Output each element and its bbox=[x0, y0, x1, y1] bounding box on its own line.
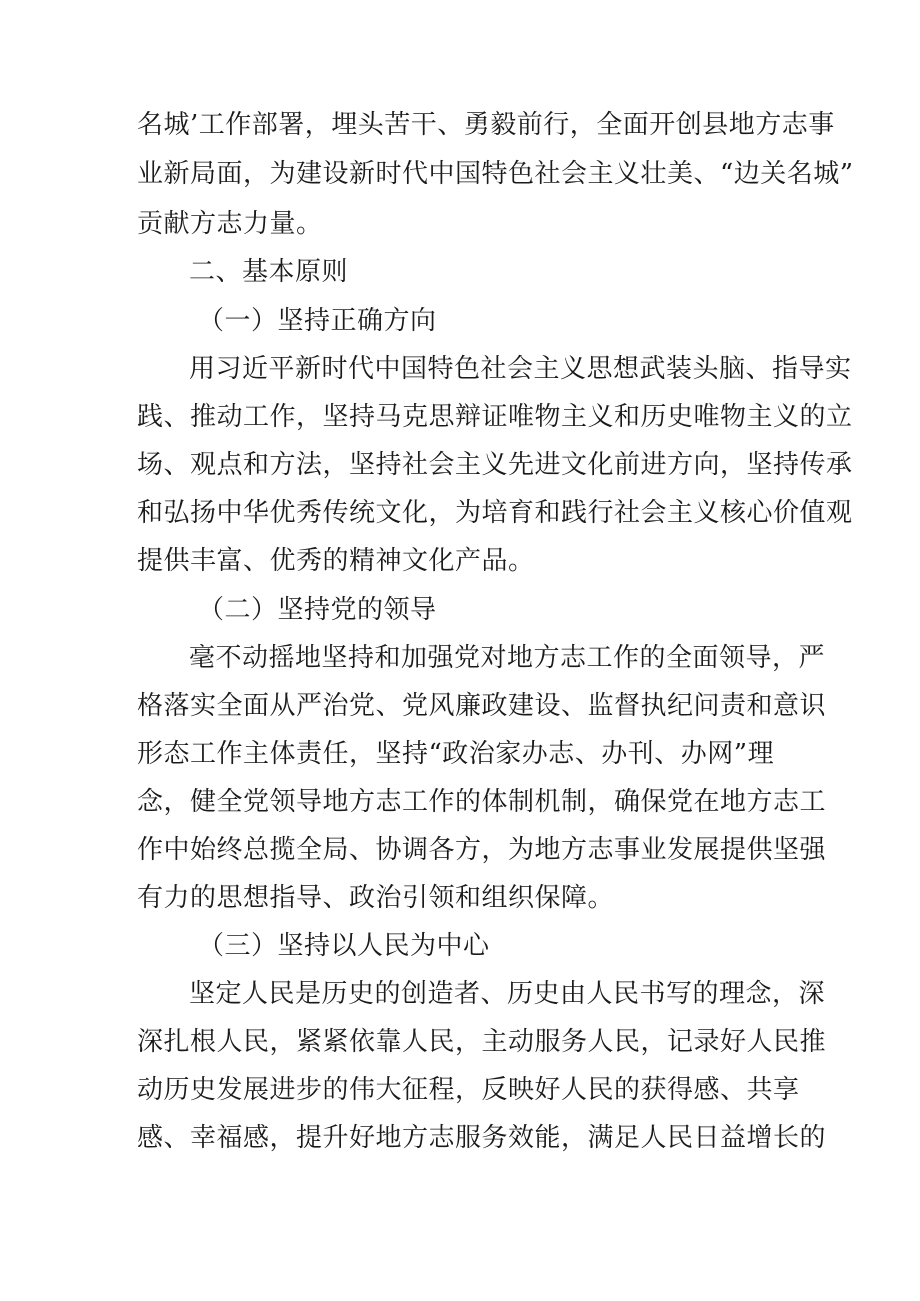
body-text-line: 用习近平新时代中国特色社会主义思想武装头脑、指导实 bbox=[189, 354, 852, 384]
body-text-line: 作中始终总揽全局、协调各方，为地方志事业发展提供坚强 bbox=[137, 835, 827, 865]
body-text-line: 名城’工作部署，埋头苦干、勇毅前行，全面开创县地方志事 bbox=[137, 110, 835, 140]
body-text-line: 毫不动摇地坚持和加强党对地方志工作的全面领导，严 bbox=[189, 643, 826, 673]
body-text-line: 践、推动工作，坚持马克思辩证唯物主义和历史唯物主义的立 bbox=[137, 402, 853, 432]
body-text-line: 格落实全面从严治党、党风廉政建设、监督执纪问责和意识 bbox=[137, 691, 827, 721]
body-text-line: 动历史发展进步的伟大征程，反映好人民的获得感、共享 bbox=[137, 1075, 800, 1105]
body-text-line: 贡献方志力量。 bbox=[137, 209, 323, 239]
body-text-line: 坚定人民是历史的创造者、历史由人民书写的理念，深 bbox=[189, 979, 826, 1009]
subsection-heading: （二）坚持党的领导 bbox=[198, 595, 437, 625]
subsection-heading: （一）坚持正确方向 bbox=[198, 306, 437, 336]
body-text-line: 感、幸福感，提升好地方志服务效能，满足人民日益增长的 bbox=[137, 1123, 827, 1153]
body-text-line: 提供丰富、优秀的精神文化产品。 bbox=[137, 546, 535, 576]
body-text-line: 场、观点和方法，坚持社会主义先进文化前进方向，坚持传承 bbox=[137, 450, 853, 480]
body-text-line: 形态工作主体责任，坚持“政治家办志、办刊、办网”理 bbox=[137, 739, 775, 769]
section-heading: 二、基本原则 bbox=[189, 257, 349, 287]
subsection-heading: （三）坚持以人民为中心 bbox=[198, 931, 490, 961]
body-text-line: 有力的思想指导、政治引领和组织保障。 bbox=[137, 883, 615, 913]
body-text-line: 念，健全党领导地方志工作的体制机制，确保党在地方志工 bbox=[137, 787, 827, 817]
body-text-line: 深扎根人民，紧紧依靠人民，主动服务人民，记录好人民推 bbox=[137, 1027, 827, 1057]
body-text-line: 和弘扬中华优秀传统文化，为培育和践行社会主义核心价值观 bbox=[137, 498, 853, 528]
body-text-line: 业新局面，为建设新时代中国特色社会主义壮美、“边关名城” bbox=[137, 159, 854, 189]
